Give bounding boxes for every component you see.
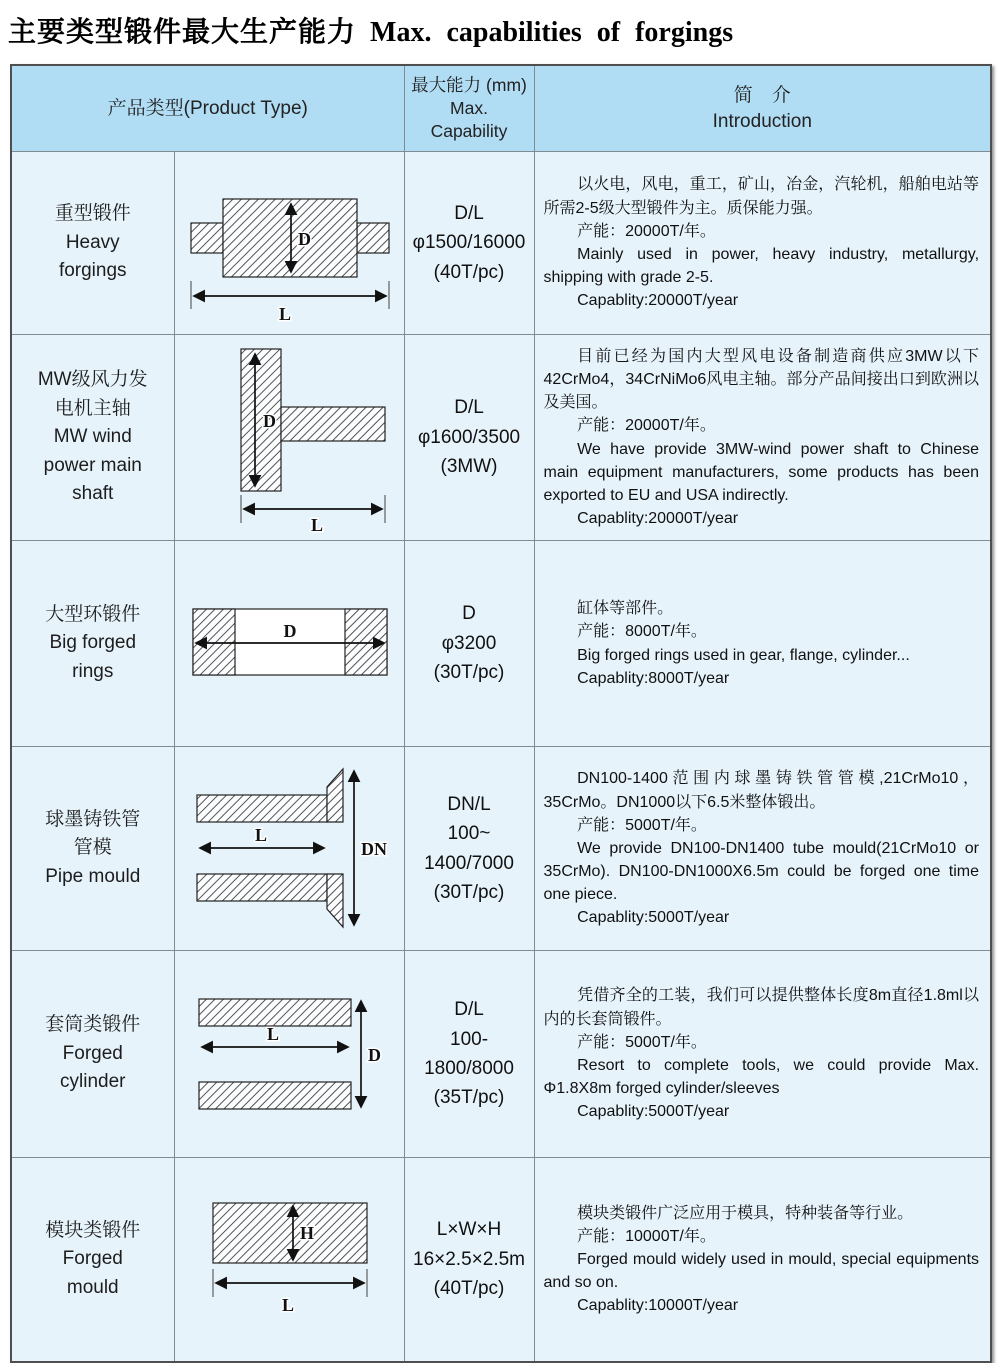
dimension-label-d: D <box>262 410 276 431</box>
capability-line: (30T/pc) <box>433 662 505 684</box>
dimension-label-d: D <box>283 620 296 641</box>
intro-paragraph: We have provide 3MW-wind power shaft to Chinese main equipment manufacturers, some products has been exported to EU and USA indirectly. <box>543 440 980 504</box>
product-label <box>11 541 174 747</box>
dimension-label-h: H <box>299 1223 314 1243</box>
intro-paragraph: We provide DN100-DN1400 tube mould(21CrMo10 or 35CrMo). DN100-DN1000X6.5m could be forged one time one piece. <box>543 839 980 904</box>
capability-line: D/L <box>454 202 484 224</box>
table-row-forged-cylinder <box>11 951 991 1158</box>
intro-paragraph: Forged mould widely used in mould, special equipments and so on. <box>543 1250 980 1292</box>
label-line: Big forged <box>49 632 137 654</box>
capability-line: φ1500/16000 <box>412 232 526 254</box>
intro-paragraph: Capablity:20000T/year <box>577 292 739 310</box>
capability-cell <box>404 152 534 335</box>
intro-paragraph: 产能：10000T/年。 <box>577 1227 716 1245</box>
label-line: rings <box>72 660 114 682</box>
capability-cell <box>404 541 534 747</box>
intro-paragraph: 凭借齐全的工装，我们可以提供整体长度8m直径1.8ml以内的长套筒锻件。 <box>543 987 980 1028</box>
capability-cell <box>404 951 534 1158</box>
capability-line: (3MW) <box>440 456 498 478</box>
intro-paragraph: 产能：5000T/年。 <box>577 816 707 834</box>
capability-line: 100- <box>450 1028 489 1050</box>
capability-cell <box>404 1158 534 1363</box>
label-line: 管模 <box>73 837 112 859</box>
table-row-heavy-forgings <box>11 152 991 335</box>
intro-paragraph: Resort to complete tools, we could provide Max. Φ1.8X8m forged cylinder/sleeves <box>543 1057 980 1098</box>
capability-cell <box>404 747 534 951</box>
introduction-cell <box>534 335 991 541</box>
introduction-cell <box>534 747 991 951</box>
introduction-cell <box>534 1158 991 1363</box>
diagram-cell <box>174 747 404 951</box>
header-capability-line: Capability <box>430 121 508 142</box>
capability-line: DN/L <box>447 793 491 815</box>
capability-line: 1800/8000 <box>424 1058 514 1079</box>
capability-line: (30T/pc) <box>433 881 505 903</box>
label-line: forgings <box>58 260 127 282</box>
label-line: 球墨铸铁管 <box>45 808 141 830</box>
product-label <box>11 1158 174 1363</box>
stepped-shaft-diagram <box>175 163 405 323</box>
intro-paragraph: 产能：20000T/年。 <box>577 222 716 240</box>
table-row-big-forged-rings <box>11 541 991 747</box>
table-row-forged-mould <box>11 1158 991 1363</box>
dimension-label-l: L <box>310 514 323 533</box>
intro-paragraph: 缸体等部件。 <box>577 600 674 618</box>
intro-paragraph: DN100-1400范围内球墨铸铁管管模,21CrMo10，35CrMo。DN1000以下6.5米整体锻出。 <box>543 770 980 811</box>
introduction-cell <box>534 541 991 747</box>
label-line: MW级风力发 <box>37 369 148 391</box>
table-row-pipe-mould <box>11 747 991 951</box>
intro-paragraph: 产能：8000T/年。 <box>577 623 707 641</box>
label-line: 模块类锻件 <box>45 1219 141 1241</box>
intro-paragraph: 产能：5000T/年。 <box>577 1033 707 1051</box>
dimension-label-d: D <box>297 229 311 249</box>
label-line: MW wind <box>53 426 132 448</box>
header-max-capability <box>404 65 534 152</box>
pipe-mould-diagram <box>175 761 405 936</box>
capability-line: 100~ <box>447 823 491 845</box>
wind-power-shaft-diagram <box>175 343 405 533</box>
label-line: power main <box>43 454 142 476</box>
diagram-cell <box>174 541 404 747</box>
dimension-label-l: L <box>281 1295 294 1315</box>
capability-line: D/L <box>454 999 484 1021</box>
label-line: 电机主轴 <box>54 397 131 419</box>
header-capability-line: 最大能力 (mm) <box>411 74 527 95</box>
diagram-cell <box>174 335 404 541</box>
product-label <box>11 951 174 1158</box>
diagram-cell <box>174 152 404 335</box>
forged-cylinder-diagram <box>175 979 405 1129</box>
dimension-label-d: D <box>367 1045 381 1065</box>
label-line: 大型环锻件 <box>45 603 141 625</box>
forged-mould-diagram <box>175 1187 405 1332</box>
capability-line: φ1600/3500 <box>417 426 521 448</box>
capability-line: 1400/7000 <box>424 852 514 874</box>
intro-paragraph: 以火电，风电，重工，矿山，冶金，汽轮机，船舶电站等所需2-5级大型锻件为主。质保能力强。 <box>543 176 980 217</box>
page-title-zh: 主要类型锻件最大生产能力 <box>8 17 357 48</box>
label-line: shaft <box>72 483 114 505</box>
intro-paragraph: 产能：20000T/年。 <box>577 417 716 435</box>
intro-paragraph: 目前已经为国内大型风电设备制造商供应3MW以下42CrMo4，34CrNiMo6风电主轴。部分产品间接出口到欧洲以及美国。 <box>543 347 980 412</box>
capability-line: 16×2.5×2.5m <box>413 1248 525 1270</box>
intro-paragraph: Capablity:10000T/year <box>577 1297 739 1315</box>
capability-line: (35T/pc) <box>433 1087 505 1109</box>
capabilities-table <box>10 64 992 1363</box>
header-introduction <box>534 65 991 152</box>
forged-ring-diagram <box>175 589 405 699</box>
intro-paragraph: Mainly used in power, heavy industry, metallurgy, shipping with grade 2-5. <box>543 246 980 287</box>
header-capability-line: Max. <box>450 97 488 118</box>
intro-paragraph: Capablity:5000T/year <box>577 1103 730 1121</box>
capability-line: D <box>462 603 476 625</box>
dimension-label-dn: DN <box>360 839 387 859</box>
intro-paragraph: Capablity:20000T/year <box>577 510 739 528</box>
page-title-en: Max. capabilities of forgings <box>370 17 734 48</box>
label-line: cylinder <box>60 1071 126 1093</box>
header-product-type: 产品类型(Product Type) <box>11 65 404 152</box>
label-line: Forged <box>62 1248 123 1270</box>
diagram-cell <box>174 1158 404 1363</box>
page-title <box>8 10 1000 50</box>
introduction-cell <box>534 951 991 1158</box>
product-label <box>11 152 174 335</box>
product-label <box>11 747 174 951</box>
dimension-label-l: L <box>278 304 291 323</box>
capability-line: L×W×H <box>436 1219 502 1241</box>
capability-line: (40T/pc) <box>433 261 505 283</box>
intro-paragraph: Capablity:5000T/year <box>577 909 730 927</box>
product-label <box>11 335 174 541</box>
header-intro-line: 简 介 <box>733 85 791 107</box>
table-header <box>11 65 991 152</box>
intro-paragraph: Big forged rings used in gear, flange, cylinder... <box>577 646 910 664</box>
dimension-label-l: L <box>266 1024 279 1044</box>
intro-paragraph: Capablity:8000T/year <box>577 669 730 687</box>
table-row-wind-power-shaft <box>11 335 991 541</box>
label-line: Pipe mould <box>45 865 141 887</box>
capability-line: (40T/pc) <box>433 1278 505 1300</box>
label-line: 重型锻件 <box>54 203 131 225</box>
header-intro-line: Introduction <box>712 110 812 132</box>
label-line: Heavy <box>65 231 120 253</box>
capability-line: D/L <box>454 397 484 419</box>
dimension-label-l: L <box>254 825 267 845</box>
capability-line: φ3200 <box>441 632 497 654</box>
intro-paragraph: 模块类锻件广泛应用于模具，特种装备等行业。 <box>577 1204 914 1222</box>
diagram-cell <box>174 951 404 1158</box>
introduction-cell <box>534 152 991 335</box>
label-line: Forged <box>62 1042 123 1064</box>
capability-cell <box>404 335 534 541</box>
label-line: mould <box>66 1276 119 1298</box>
label-line: 套筒类锻件 <box>45 1014 141 1036</box>
